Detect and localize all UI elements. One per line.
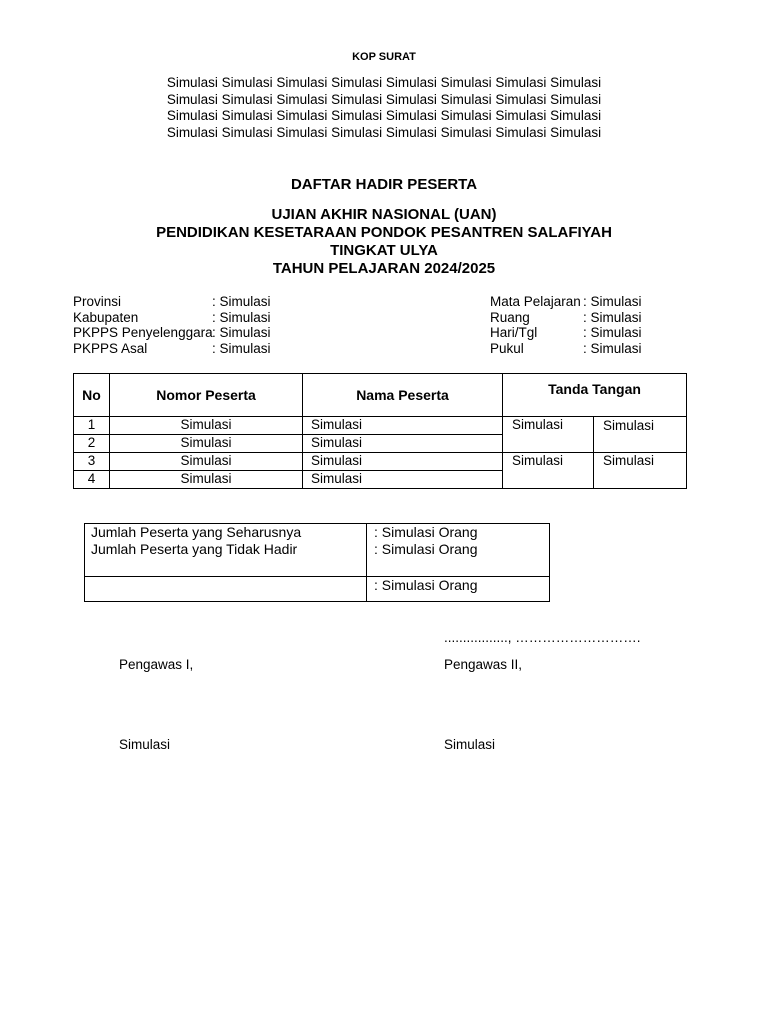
cell-no: 1 [74, 417, 110, 435]
info-value: : Simulasi [212, 309, 271, 325]
pengawas-2-name: Simulasi [444, 737, 496, 752]
info-label: Pukul [490, 341, 524, 357]
summary-row-bottom [85, 577, 550, 602]
value-jumlah-seharusnya: : Simulasi Orang [374, 524, 478, 540]
table-header-row [74, 374, 687, 417]
cell-nama-peserta: Simulasi [303, 471, 503, 489]
summary-empty-cell [85, 577, 367, 602]
info-label: Ruang [490, 309, 530, 325]
header-nomor-peserta: Nomor Peserta [110, 374, 303, 417]
kop-surat-title: KOP SURAT [352, 51, 416, 63]
cell-no: 2 [74, 435, 110, 453]
signature-cell[interactable]: Simulasi [503, 417, 594, 453]
pengawas-1-name: Simulasi [119, 737, 171, 752]
cell-nomor-peserta: Simulasi [110, 417, 303, 435]
kop-line: Simulasi Simulasi Simulasi Simulasi Simulasi Simulasi Simulasi Simulasi [166, 75, 602, 90]
header-nama-peserta: Nama Peserta [303, 374, 503, 417]
table-row [74, 453, 687, 471]
exam-name: UJIAN AKHIR NASIONAL (UAN) [271, 206, 497, 223]
cell-nama-peserta: Simulasi [303, 417, 503, 435]
info-value: : Simulasi [583, 341, 642, 357]
place-date-line[interactable]: ................., ………………………. [444, 630, 641, 645]
info-row-pukul [490, 341, 690, 357]
header-tanda-tangan: Tanda Tangan [503, 374, 687, 417]
cell-nomor-peserta: Simulasi [110, 471, 303, 489]
pengawas-2-label: Pengawas II, [444, 657, 523, 672]
signature-cell[interactable]: Simulasi [594, 417, 687, 453]
document-title: DAFTAR HADIR PESERTA [290, 176, 478, 193]
signature-cell[interactable]: Simulasi [594, 453, 687, 489]
cell-no: 3 [74, 453, 110, 471]
table-row [74, 417, 687, 435]
cell-nomor-peserta: Simulasi [110, 435, 303, 453]
cell-nama-peserta: Simulasi [303, 453, 503, 471]
label-jumlah-tidak-hadir: Jumlah Peserta yang Tidak Hadir [91, 541, 298, 557]
info-value: : Simulasi [212, 325, 271, 341]
info-right-block [490, 294, 690, 357]
pengawas-1-label: Pengawas I, [119, 657, 194, 672]
kop-line: Simulasi Simulasi Simulasi Simulasi Simulasi Simulasi Simulasi Simulasi [166, 124, 602, 140]
exam-heading [0, 206, 768, 278]
kop-line: Simulasi Simulasi Simulasi Simulasi Simulasi Simulasi Simulasi Simulasi [166, 91, 602, 107]
cell-no: 4 [74, 471, 110, 489]
signature-cell[interactable]: Simulasi [503, 453, 594, 489]
info-left-block [73, 294, 373, 357]
cell-nomor-peserta: Simulasi [110, 453, 303, 471]
info-row-mata-pelajaran [490, 294, 690, 310]
cell-nama-peserta: Simulasi [303, 435, 503, 453]
info-label: Hari/Tgl [490, 325, 538, 341]
info-label: PKPPS Asal [73, 341, 148, 357]
kop-surat-address [0, 75, 768, 141]
value-jumlah-hadir: : Simulasi Orang [367, 577, 550, 602]
header-no: No [74, 374, 110, 417]
info-value: : Simulasi [212, 294, 271, 309]
exam-level: TINGKAT ULYA [330, 242, 438, 259]
kop-line: Simulasi Simulasi Simulasi Simulasi Simulasi Simulasi Simulasi Simulasi [166, 108, 602, 123]
label-jumlah-seharusnya: Jumlah Peserta yang Seharusnya [91, 524, 302, 540]
info-row-provinsi [73, 294, 373, 310]
value-jumlah-tidak-hadir: : Simulasi Orang [374, 541, 478, 557]
summary-row-top [85, 524, 550, 577]
info-label: Provinsi [73, 294, 122, 309]
summary-table [84, 523, 550, 602]
info-value: : Simulasi [583, 325, 642, 341]
info-value: : Simulasi [583, 309, 642, 325]
info-row-asal [73, 341, 373, 357]
summary-labels [85, 524, 367, 577]
info-row-kabupaten [73, 310, 373, 326]
summary-values [367, 524, 550, 577]
info-label: PKPPS Penyelenggara [73, 325, 213, 341]
info-row-hari-tgl [490, 325, 690, 341]
info-row-penyelenggara [73, 325, 373, 341]
info-label: Kabupaten [73, 309, 139, 325]
info-row-ruang [490, 310, 690, 326]
info-value: : Simulasi [212, 341, 271, 357]
info-value: : Simulasi [583, 294, 642, 309]
exam-year: TAHUN PELAJARAN 2024/2025 [272, 260, 496, 277]
exam-program: PENDIDIKAN KESETARAAN PONDOK PESANTREN SALAFIYAH [156, 224, 612, 241]
attendance-table [73, 373, 687, 489]
info-label: Mata Pelajaran [490, 294, 581, 309]
